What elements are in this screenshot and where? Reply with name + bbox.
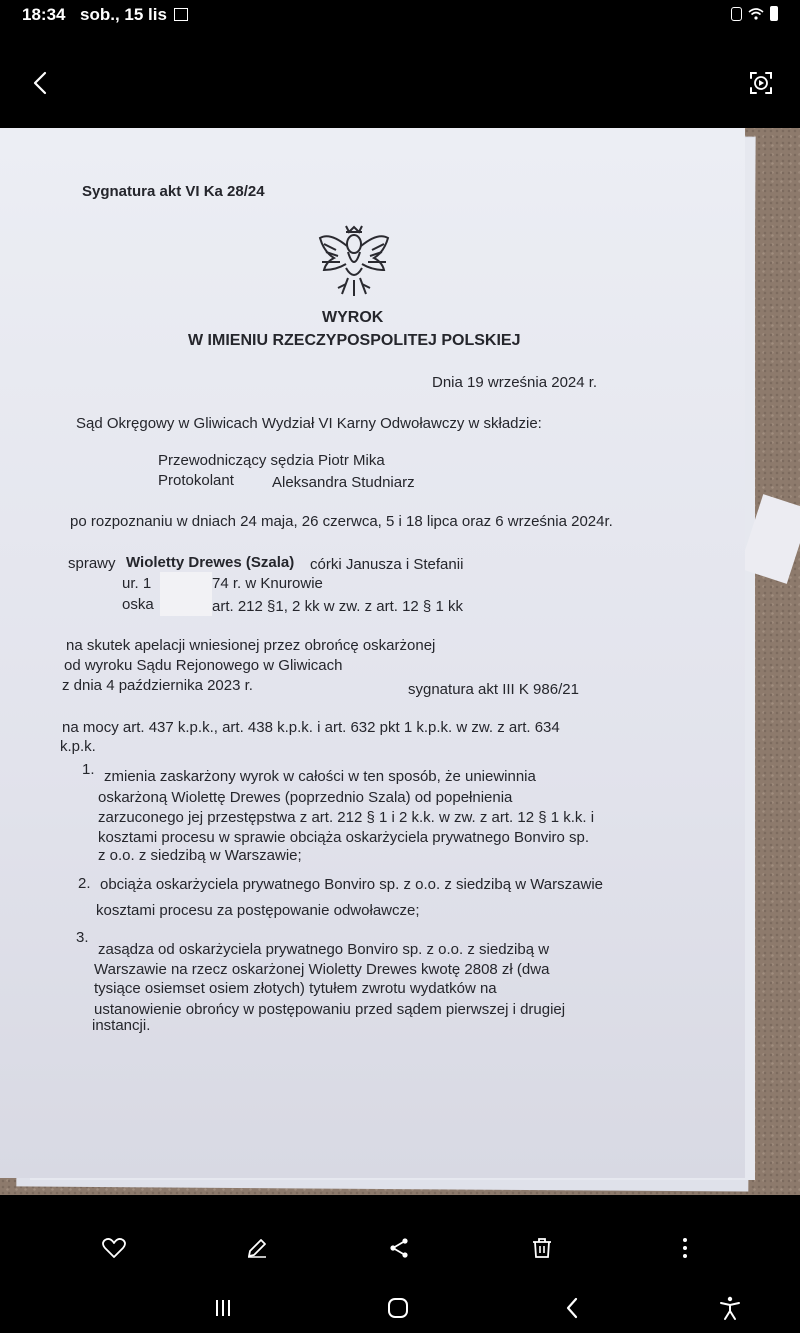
viewer-action-bar [0, 1195, 800, 1295]
trash-icon[interactable] [529, 1235, 555, 1261]
wifi-icon [748, 7, 764, 21]
legal-basis-line-2: k.p.k. [60, 738, 96, 755]
item-2-line: kosztami procesu za postępowanie odwoławcze; [96, 902, 420, 919]
recent-apps-icon[interactable] [210, 1295, 236, 1321]
system-nav-bar [0, 1285, 800, 1333]
status-bar [0, 0, 800, 30]
case-signature: Sygnatura akt VI Ka 28/24 [82, 183, 265, 200]
birth-line-end: 74 r. w Knurowie [212, 575, 323, 592]
heart-icon[interactable] [101, 1235, 127, 1261]
item-1-line: zmienia zaskarżony wyrok w całości w ten sposób, że uniewinnia [104, 768, 536, 785]
text-recognition-icon[interactable] [746, 68, 776, 98]
share-icon[interactable] [386, 1235, 412, 1261]
defendant-parents: córki Janusza i Stefanii [310, 556, 464, 573]
gallery-notification-icon [174, 8, 188, 21]
item-1-line: kosztami procesu w sprawie obciąża oskarżyciela prywatnego Bonviro sp. [98, 829, 590, 846]
item-1-line: zarzuconego jej przestępstwa z art. 212 § 1 i 2 k.k. w zw. z art. 12 § 1 k.k. i [98, 809, 595, 826]
nav-back-icon[interactable] [560, 1295, 586, 1321]
clerk-name: Aleksandra Studniarz [272, 474, 415, 491]
item-2-line: obciąża oskarżyciela prywatnego Bonviro sp. z o.o. z siedzibą w Warszawie [100, 876, 603, 893]
document-page [0, 128, 745, 1178]
judgment-subtitle: W IMIENIU RZECZYPOSPOLITEJ POLSKIEJ [188, 332, 521, 349]
defendant-name: Wioletty Drewes (Szala) [126, 554, 295, 571]
judgment-date: Dnia 19 września 2024 r. [432, 374, 598, 391]
pencil-icon[interactable] [244, 1235, 270, 1261]
accessibility-icon[interactable] [717, 1295, 743, 1321]
item-3-line: Warszawie na rzecz oskarżonej Wioletty Drewes kwotę 2808 zł (dwa [94, 961, 550, 978]
clerk-label: Protokolant [158, 472, 234, 489]
document-photo[interactable] [0, 128, 800, 1195]
item-3-line: zasądza od oskarżyciela prywatnego Bonviro sp. z o.o. z siedzibą w [98, 941, 550, 958]
item-number: 1. [82, 761, 95, 778]
case-prefix: sprawy [68, 555, 116, 572]
redaction-block [160, 572, 212, 616]
item-number: 3. [76, 929, 89, 946]
home-icon[interactable] [385, 1295, 411, 1321]
item-1-line: z o.o. z siedzibą w Warszawie; [98, 847, 302, 864]
presiding-label: Przewodniczący sędzia [158, 452, 314, 469]
charge-line-end: art. 212 §1, 2 kk w zw. z art. 12 § 1 kk [212, 598, 463, 615]
item-3-line: ustanowienie obrońcy w postępowaniu przed sądem pierwszej i drugiej [94, 1001, 566, 1018]
item-3-line: instancji. [92, 1017, 151, 1034]
presiding-name: Piotr Mika [318, 452, 385, 469]
status-date: sob., 15 lis [80, 5, 167, 24]
charge-line-start: oska [122, 596, 154, 613]
birth-line-start: ur. 1 [122, 575, 152, 592]
legal-basis-line-1: na mocy art. 437 k.p.k., art. 438 k.p.k. i art. 632 pkt 1 k.p.k. w zw. z art. 634 [62, 719, 560, 736]
lower-court-signature: sygnatura akt III K 986/21 [408, 681, 579, 698]
appeal-line-1: na skutek apelacji wniesionej przez obrońcę oskarżonej [66, 637, 436, 654]
battery-icon [770, 6, 778, 21]
item-number: 2. [78, 875, 91, 892]
hearing-dates: po rozpoznaniu w dniach 24 maja, 26 czerwca, 5 i 18 lipca oraz 6 września 2024r. [70, 513, 613, 530]
judgment-title: WYROK [322, 309, 384, 326]
back-arrow-icon[interactable] [26, 68, 56, 98]
alarm-icon [731, 7, 742, 21]
status-time: 18:34 [22, 5, 66, 24]
item-1-line: oskarżoną Wiolettę Drewes (poprzednio Szala) od popełnienia [98, 789, 513, 806]
polish-eagle-emblem-icon [316, 222, 392, 300]
viewer-top-bar [0, 48, 800, 118]
appeal-line-2: od wyroku Sądu Rejonowego w Gliwicach [64, 657, 343, 674]
item-3-line: tysiące osiemset osiem złotych) tytułem zwrotu wydatków na [94, 980, 497, 997]
court-composition: Sąd Okręgowy w Gliwicach Wydział VI Karny Odwoławczy w składzie: [76, 415, 542, 432]
appeal-line-3: z dnia 4 października 2023 r. [62, 677, 253, 694]
more-vertical-icon[interactable] [672, 1235, 698, 1261]
